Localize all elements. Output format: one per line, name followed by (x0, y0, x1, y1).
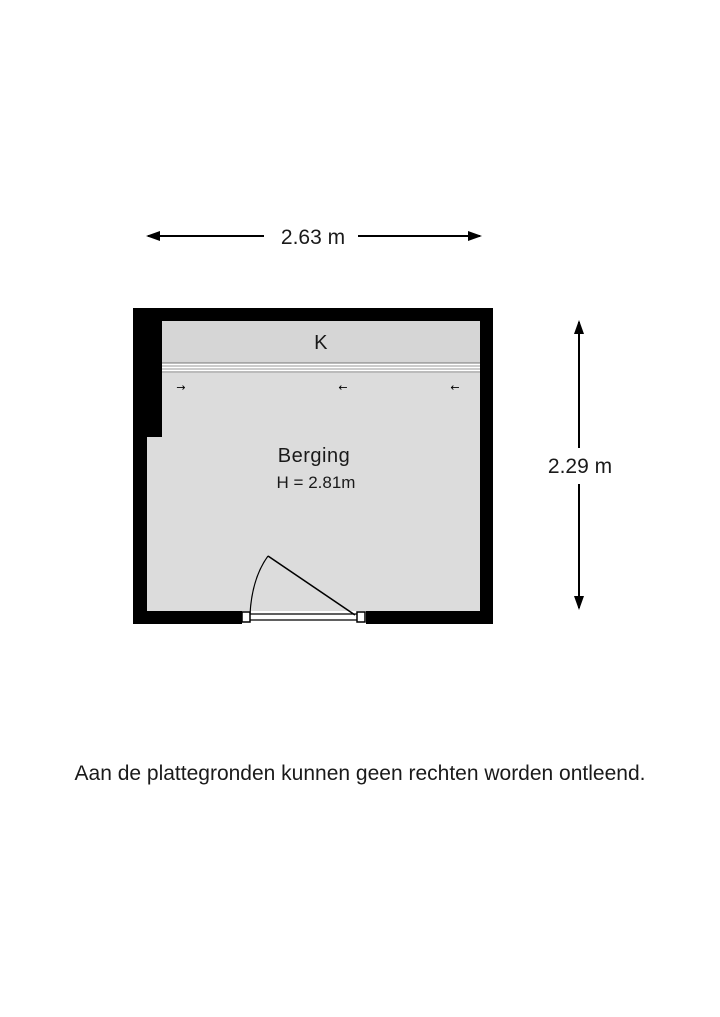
height-dimension-label: 2.29 m (547, 455, 613, 478)
door-opening (242, 611, 366, 624)
sliding-arrow-left: → (176, 381, 186, 394)
door-jamb-left (242, 612, 250, 622)
door-jamb-right (357, 612, 365, 622)
closet-label: K (314, 332, 328, 354)
height-dimension (548, 322, 612, 608)
closet-rail (162, 363, 480, 373)
room-shell (133, 308, 493, 624)
width-dimension-label: 2.63 m (280, 226, 346, 249)
sliding-arrow-middle: ← (338, 381, 348, 394)
width-dimension (148, 226, 480, 249)
disclaimer-text: Aan de plattegronden kunnen geen rechten worden ontleend. (74, 762, 646, 785)
room-name: Berging (277, 445, 351, 467)
sliding-arrow-right: ← (450, 381, 460, 394)
left-wall-pillar (147, 321, 162, 437)
room-ceiling-height: H = 2.81m (276, 473, 356, 492)
